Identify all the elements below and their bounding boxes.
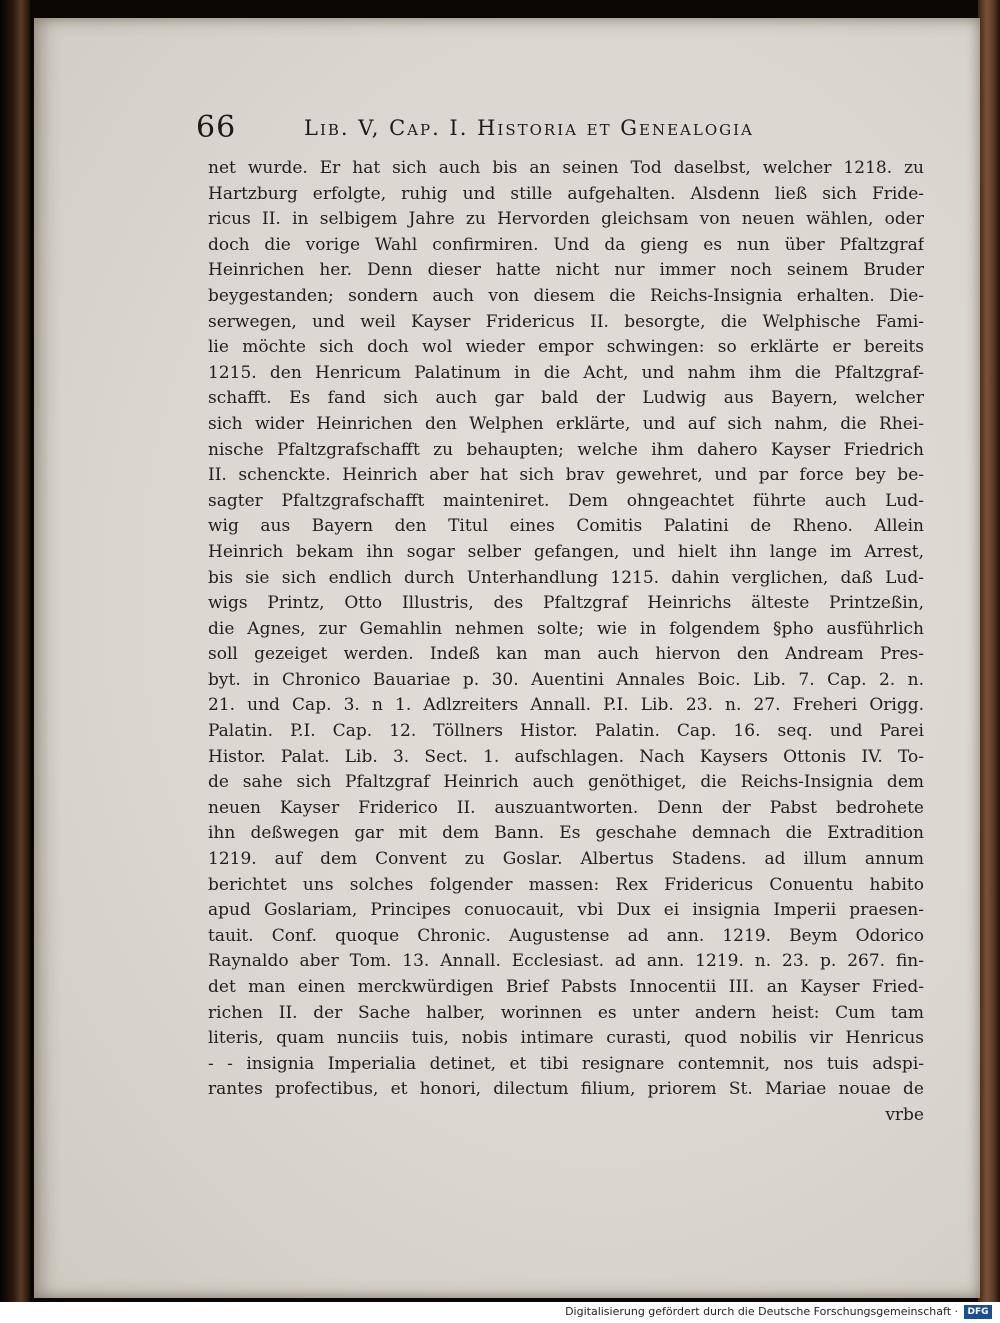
running-head — [196, 110, 816, 150]
text-line: 21. und Cap. 3. n 1. Adlzreiters Annall. P.I. Lib. 23. n. 27. Freheri Origg. — [208, 695, 924, 716]
text-line: sagter Pfaltzgrafschafft mainteniret. Dem ohngeachtet führte auch Lud- — [208, 490, 924, 511]
text-line: lie möchte sich doch wol wieder empor schwingen: so erklärte er bereits — [208, 337, 924, 358]
book-spine-edge — [0, 0, 30, 1302]
text-line: Heinrich bekam ihn sogar selber gefangen, und hielt ihn lange im Arrest, — [208, 541, 924, 562]
text-line: Raynaldo aber Tom. 13. Annall. Ecclesiast. ad ann. 1219. n. 23. p. 267. fin- — [208, 951, 924, 972]
text-line: berichtet uns solches folgender massen: Rex Fridericus Conuentu habito — [208, 874, 924, 895]
text-line: Histor. Palat. Lib. 3. Sect. 1. aufschlagen. Nach Kaysers Ottonis IV. To- — [208, 746, 924, 767]
text-line: die Agnes, zur Gemahlin nehmen solte; wie in folgendem §pho ausführlich — [208, 618, 924, 639]
page-number: 66 — [196, 110, 237, 145]
text-line: det man einen merckwürdigen Brief Pabsts Innocentii III. an Kayser Fried- — [208, 977, 924, 997]
text-line: bis sie sich endlich durch Unterhandlung 1215. dahin verglichen, daß Lud- — [208, 567, 924, 588]
text-line: de sahe sich Pfaltzgraf Heinrich auch genöthiget, die Reichs-Insignia dem — [208, 772, 924, 793]
text-line: 1215. den Henricum Palatinum in die Acht, und nahm ihm die Pfaltzgraf- — [208, 362, 924, 383]
text-line: schafft. Es fand sich auch gar bald der Ludwig aus Bayern, welcher — [208, 388, 924, 409]
text-line: apud Goslariam, Principes conuocauit, vbi Dux ei insignia Imperii praesen- — [208, 900, 924, 921]
text-line: doch die vorige Wahl confirmiren. Und da gieng es nun über Pfaltzgraf — [208, 234, 924, 255]
text-line: 1219. auf dem Convent zu Goslar. Albertus Stadens. ad illum annum — [208, 849, 924, 870]
body-text — [208, 156, 924, 1129]
text-line: literis, quam nunciis tuis, nobis intimare curasti, quod nobilis vir Henricus — [208, 1028, 924, 1049]
text-line: beygestanden; sondern auch von diesem die Reichs-Insignia erhalten. Die- — [208, 285, 924, 306]
text-line: Palatin. P.I. Cap. 12. Töllners Histor. Palatin. Cap. 16. seq. und Parei — [208, 721, 924, 742]
text-line: nische Pfaltzgrafschafft zu behaupten; welche ihm dahero Kayser Friedrich — [208, 439, 924, 460]
text-line: wigs Printz, Otto Illustris, des Pfaltzgraf Heinrichs älteste Printzeßin, — [208, 593, 924, 614]
text-line: ihn deßwegen gar mit dem Bann. Es geschahe demnach die Extradition — [208, 823, 924, 844]
running-head-title: Lib. V, Cap. I. Historia et Genealogia — [304, 116, 754, 140]
digitization-footer — [0, 1302, 1000, 1323]
text-line: sich wider Heinrichen den Welphen erklärte, und auf sich nahm, die Rhei- — [208, 413, 924, 434]
text-line: net wurde. Er hat sich auch bis an seinen Tod daselbst, welcher 1218. zu — [208, 158, 924, 178]
text-line: wig aus Bayern den Titul eines Comitis Palatini de Rheno. Allein — [208, 516, 924, 537]
text-line: serwegen, und weil Kayser Fridericus II. besorgte, die Welphische Fami- — [208, 311, 924, 332]
text-line: neuen Kayser Friderico II. auszuantworten. Denn der Pabst bedrohete — [208, 797, 924, 818]
text-line: - - insignia Imperialia detinet, et tibi resignare contemnit, nos tuis adspi- — [208, 1053, 924, 1074]
text-line: Hartzburg erfolgte, ruhig und stille aufgehalten. Alsdenn ließ sich Fride- — [208, 183, 924, 204]
text-line: II. schenckte. Heinrich aber hat sich brav gewehret, und par force bey be- — [208, 465, 924, 486]
text-line: soll gezeiget werden. Indeß kan man auch hiervon den Andream Pres- — [208, 644, 924, 665]
text-line: Heinrichen her. Denn dieser hatte nicht nur immer noch seinem Bruder — [208, 260, 924, 281]
dfg-logo: DFG — [964, 1305, 992, 1319]
text-line: rantes profectibus, et honori, dilectum filium, priorem St. Mariae nouae de — [208, 1079, 924, 1100]
footer-credit: Digitalisierung gefördert durch die Deutsche Forschungsgemeinschaft · — [565, 1305, 958, 1318]
text-line: tauit. Conf. quoque Chronic. Augustense ad ann. 1219. Beym Odorico — [208, 925, 924, 946]
text-line: richen II. der Sache halber, worinnen es unter andern heist: Cum tam — [208, 1002, 924, 1023]
text-line: ricus II. in selbigem Jahre zu Hervorden gleichsam von neuen wählen, oder — [208, 209, 924, 230]
text-line: byt. in Chronico Bauariae p. 30. Auentini Annales Boic. Lib. 7. Cap. 2. n. — [208, 669, 924, 690]
catchword: vrbe — [885, 1104, 924, 1125]
book-fore-edge — [978, 0, 1000, 1302]
